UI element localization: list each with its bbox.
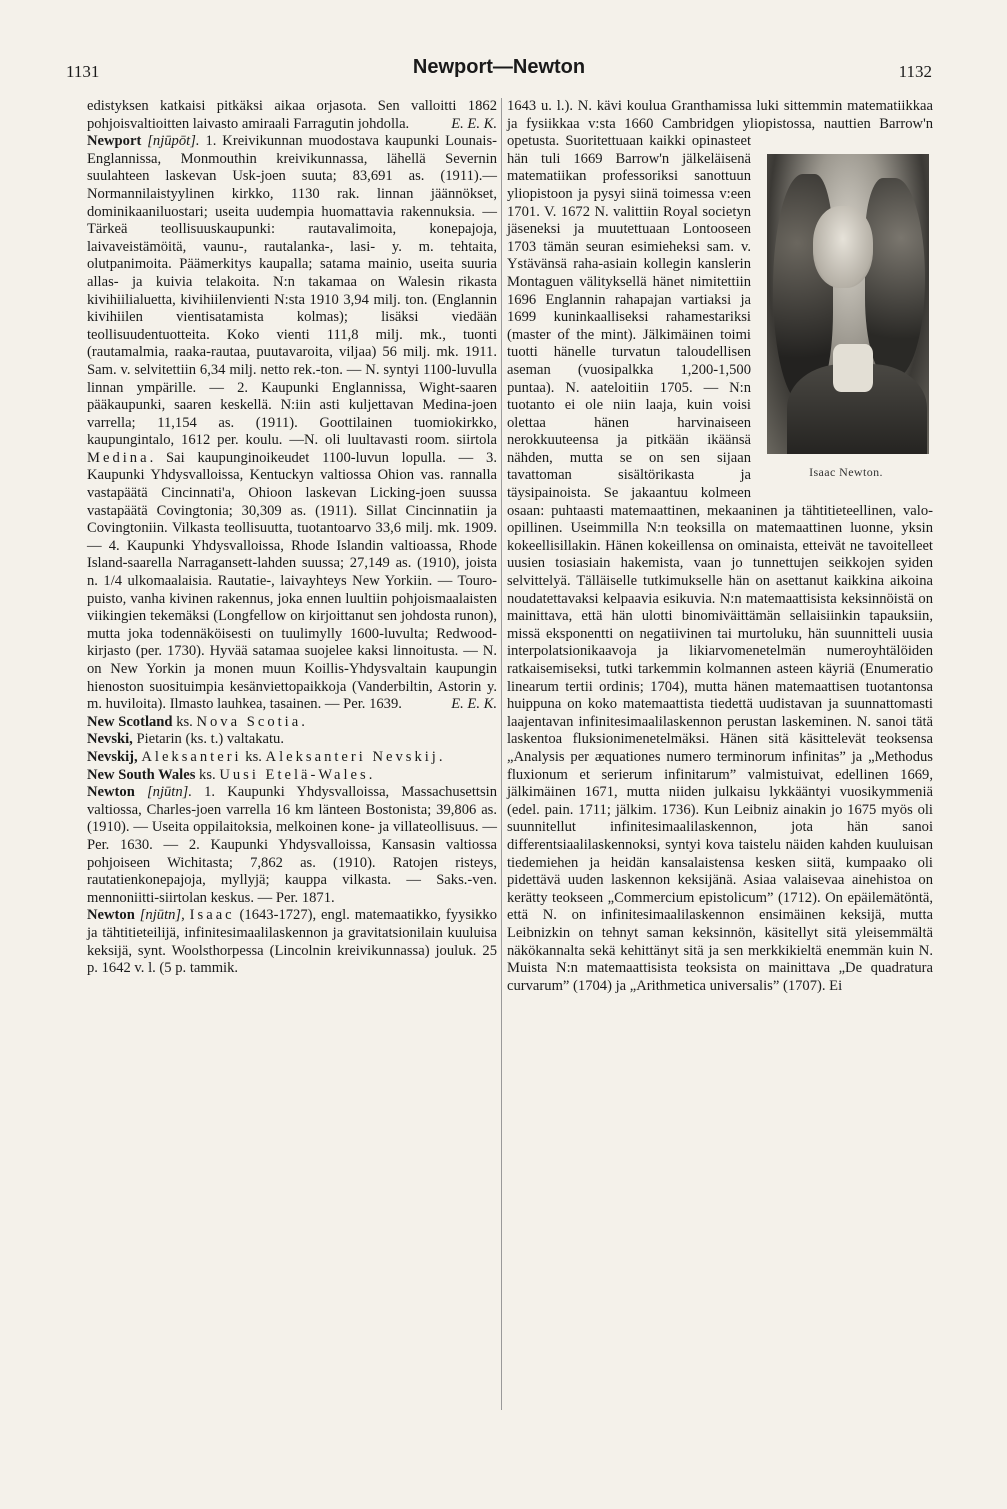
pronunciation: [njūtn],: [139, 907, 185, 924]
headword: Newport: [87, 133, 142, 150]
cross-reference: Aleksanteri Nevskij: [265, 748, 439, 765]
entry-new-south-wales: New South Wales ks. Uusi Etelä-Wales.: [87, 766, 373, 783]
entry-continuation: edistyksen katkaisi pitkäksi aikaa orjasota. Sen valloitti 1862 pohjoisvaltioitten laivasto amiraali Farragutin johdolla. E. E. K.: [87, 98, 497, 132]
entry-nevski: Nevski, Pietarin (ks. t.) valtakatu.: [87, 731, 284, 748]
headword: Newton: [87, 907, 135, 924]
cross-reference: Nova Scotia: [196, 713, 302, 730]
right-column: [507, 98, 933, 995]
entry-newton-city: Newton [njūtn]. 1. Kaupunki Yhdysvalloissa, Massachusettsin valtiossa, Charles-joen varrella 16 km länteen Bostonista; 39,806 as. (1910). — Useita oppilaitoksia, melkoinen kone- ja villateollisuus. — Per. 1630. — 2. Kaupunki Yhdysvalloissa, Kansasin valtiossa pohjoiseen Wichitasta; 7,862 as. (1910). Ratojen risteys, rautatienkonepajoja, myllyjä; kauppa vilkasta. — Saks.-ven. mennoniitti-siirtolan keskus. — Per. 1871.: [87, 784, 497, 906]
column-divider: [501, 98, 502, 1410]
headword: Newton: [87, 784, 135, 801]
newton-portrait-image: [767, 154, 929, 454]
entry-newton-continuation: 1643 u. l.). N. kävi koulua Granthamissa luki sittemmin matematiikkaa ja fysiikkaa v:sta 1660 Cambridgen yliopistossa, nauttien Barrow'n opetusta. Suoritettuaan kaikki opinasteet hän tuli 1669 Barrow'n jälkeläisenä matematiikan professoriksi sanottuun yliopistoon ja pysyi siinä toimessa v:een 1701. V. 1672 N. valittiin Royal societyn jäseneksi ja muutettuaan Lontooseen 1703 tämän seuran esimieheksi sam. v. Ystävänsä raha-asiain kollegin kanslerin Montaguen välityksellä hänet nimitettiin 1696 Englannin rahapajan vartiaksi ja 1699 kuninkaalliseksi rahamestariksi (master of the mint). Jälkimäinen toimi tuotti hänelle turvatun taloudellisen aseman (vuosipalkka 1,200-1,500 puntaa). N. aateloitiin 1705. — N:n tuotanto ei ole niin laaja, kuin voisi olettaa hänen harvinaiseen nerokkuuteensa ja pitkään ikäänsä nähden, mutta se on sen sijaan tavattoman sisältörikasta ja täysipainoista. Se jakaantuu kolmeen osaan: puhtaasti matemaattinen, mekaaninen ja tähtitieteellinen, valo-opillinen. Useimmilla N:n teoksilla on matemaattinen luonne, yksin kokeellisillakin. Hänen kokeillensa on ominaista, etteivät ne tavoitelleet uusien tosiasiain hakemista, vaan jo tunnettujen seikkojen syiden selvittelyä. Tälläiselle tutkimukselle hän on asettanut kaikkina aikoina noudatettavaksi kelpaavia esikuvia. N:n matemaattisista keksinnöistä on mainittava, että hän ulotti binomiväittämän sellaisiinkin tapauksiin, missä eksponentti on negatiivinen tai murtoluku, hän suunnitteli uusia interpolatsionikaavoja ja likiarvomenetelmän numeroyhtälöiden ratkaisemiseksi, tutki tarkemmin kolmannen asteen käyriä (Enumeratio linearum tertii ordinis; 1704), mutta hänen matemaattisen tuotantonsa huippuna on koko matemaattista tiedettä uudistavan ja suunnattomasti laajentavan infinitesimaalilaskennon perustan laskeminen. N. sanoi tätä laskentoa fluksionimenetelmäksi. Hänen sitä käsittelevät teoksensa „Analysis per æquationes numero terminorum infinitas” ja „Methodus fluxionum et serierum infinitarum” valmistuivat, edellinen 1669, jälkimäinen 1671, mutta niiden julkaisu lykkääntyi vuosikymmeniä (edel. pain. 1711; jälkim. 1736). Kun Leibniz ainakin jo 1675 myös oli suunnitellut infinitesimaalilaskennon, jota hän sanoi differentsiaalilaskennoksi, syntyi kova taistelu näiden kahden kuuluisan tiedemiehen ja heidän kansalaistensa kesken siitä, kumpaako oli pidettävä uuden laskennon keksijänä. Asiaa valaisevaa ainehistoa on kerätty teokseen „Commercium epistolicum” (1712). On epäilemätöntä, että N. on infinitesimaalilaskennon ensimäinen keksijä, mutta Leibnizkin on tehnyt saman keksinnön, käsitellyt sitä yleisemmältä näkökannalta sekä kehittänyt sitä ja sen merkkikieltä enemmän kuin N. Muista N:n matemaattisista teoksista on mainittava „De quadratura curvarum” (1704) ja „Arithmetica universalis” (1707). Ei: [507, 98, 933, 994]
headword: Nevski,: [87, 731, 133, 748]
headword: Nevskij,: [87, 748, 138, 765]
entry-nevskij: Nevskij, Aleksanteri ks. Aleksanteri Nevskij.: [87, 748, 443, 765]
author-signature: E. E. K.: [451, 696, 497, 713]
author-signature: E. E. K.: [451, 115, 497, 132]
pronunciation: [njūpōt].: [147, 133, 200, 150]
left-column: [87, 98, 497, 978]
headword: New South Wales: [87, 766, 196, 783]
portrait-figure: [759, 154, 933, 482]
cross-reference: Uusi Etelä-Wales: [219, 766, 369, 783]
page-number-left: 1131: [66, 62, 100, 81]
portrait-caption: Isaac Newton.: [809, 465, 883, 479]
entry-newport: Newport [njūpōt]. 1. Kreivikunnan muodostava kaupunki Lounais-Englannissa, Monmouthin kreivikunnassa, lähellä Severnin suulahteen laskevan Usk-joen suuta; 83,691 as. (1911).—Normannilaistyylinen kirkko, 1130 rak. linnan jäännökset, dominikaaniluostari; useita uudempia huomattavia rakennuksia. — Tärkeä teollisuuskaupunki: rautavalimoita, konepajoja, laivaveistämöitä, vaunu-, rautalanka-, lasi- y. m. tehtaita, olutpanimoita. Päämerkitys kaupalla; satama mainio, useita suuria allas- ja kuivia telakoita. N:n takamaa on Walesin rikasta kivihiilialuetta, kivihiilenvienti N:sta 1910 3,94 milj. ton. (Englannin kivihiilen vientisatamista kolmas); lisäksi viedään teollisuudentuotteita. Koko vienti 111,8 milj. mk., tuonti (rautamalmia, raaka-rautaa, puutavaroita, viljaa) 56 milj. mk. 1911. Sam. v. selvitettiin 6,34 milj. netto rek.-ton. — N. syntyi 1100-luvulla linnan ympärille. — 2. Kaupunki Englannissa, Wight-saaren pääkaupunki, saaren keskellä. N:iin asti kuljettavan Medina-joen varrella; 11,154 as. (1911). Goottilainen tuomiokirkko, kaupungintalo, 1612 per. koulu. —N. oli luultavasti room. siirtola Medina. Sai kaupunginoikeudet 1100-luvun lopulla. — 3. Kaupunki Yhdysvalloissa, Kentuckyn valtiossa Ohion vas. rannalla vastapäätä Cincinnati'a, Ohioon laskevan Licking-joen suussa vastapäätä Covingtonia; 30,309 as. (1911). Sillat Cincinnatiin ja Covingtoniin. Vilkasta teollisuutta, tuotantoarvo 33,6 milj. mk. 1909. — 4. Kaupunki Yhdysvalloissa, Rhode Islandin valtioassa, Rhode Island-saarella Narragansett-lahden suussa; 27,149 as. (1910), joista n. 1/4 ulkomaalaisia. Rautatie-, laivayhteys New Yorkiin. — Touro-puisto, vanha kivinen rakennus, joka ennen luultiin pohjoismaalaisten viikingien tekemäksi (Longfellow on kirjoittanut sen johdosta runon), mutta joka todennäköisesti on tuulimylly 1600-luvulta; Redwood-kirjasto (per. 1730). Hyvää satamaa suojelee kaksi linnoitusta. — N. on New Yorkin ja monen muun Koillis-Yhdysvaltain kaupungin hienoston suosituimpia kesänviettopaikkoja (Vanderbiltin, Astorin y. m. huviloita). Ilmasto lauhkea, tasainen. — Per. 1639. E. E. K.: [87, 133, 497, 713]
entry-new-scotland: New Scotland ks. Nova Scotia.: [87, 713, 305, 730]
entry-newton-isaac: Newton [njūtn], Isaac (1643-1727), engl. matemaatikko, fyysikko ja tähtitieteilijä, infinitesimaalilaskennon ja gravitatsionilain kuuluisa keksijä, synt. Woolsthorpessa (Lincolnin kreivikunnassa) jouluk. 25 p. 1642 v. l. (5 p. tammik.: [87, 907, 497, 977]
headword: New Scotland: [87, 713, 173, 730]
page-number-right: 1132: [898, 62, 932, 81]
pronunciation: [njūtn].: [146, 784, 192, 801]
running-head: Newport—Newton: [412, 56, 586, 78]
page-header: [66, 56, 932, 96]
